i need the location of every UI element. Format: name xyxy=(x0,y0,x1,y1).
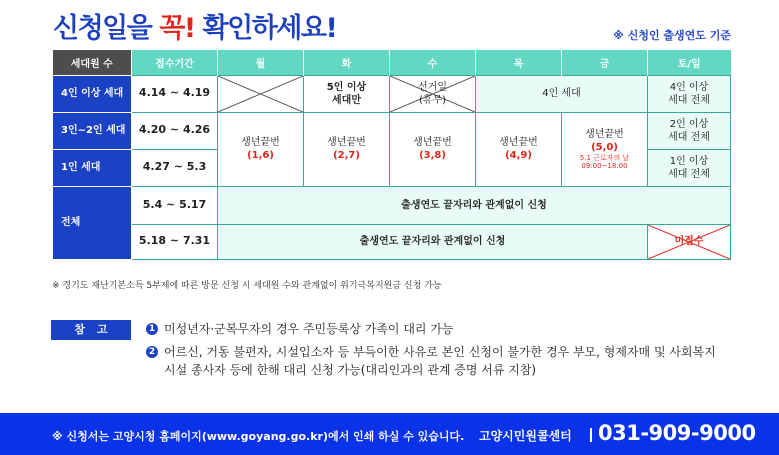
birth-digit-tue xyxy=(304,112,390,186)
table-row xyxy=(53,75,731,112)
period-three-two: 4.20 ~ 4.26 xyxy=(132,112,218,149)
row-label-three-two: 3인~2인 세대 xyxy=(53,112,132,149)
birth-digit-value: (5,0) xyxy=(591,141,618,153)
schedule-table xyxy=(52,50,731,260)
not-accepted-text: 미접수 xyxy=(674,236,704,247)
list-item xyxy=(146,343,726,379)
header-tue: 화 xyxy=(304,50,390,75)
weekend-single: 1인 이상 세대 전체 xyxy=(648,149,731,186)
call-center-label: 고양시민원콜센터 xyxy=(479,429,572,443)
birth-digit-label: 생년끝번 xyxy=(241,137,280,148)
all-row2-text: 출생연도 끝자리와 관계없이 신청 xyxy=(218,224,648,259)
header-period: 접수기간 xyxy=(132,50,218,75)
table-header-row xyxy=(53,50,731,75)
birth-digit-label: 생년끝번 xyxy=(413,137,452,148)
birth-digit-fri xyxy=(562,112,648,186)
all-row1-text: 출생연도 끝자리와 관계없이 신청 xyxy=(218,186,731,224)
list-item xyxy=(146,320,726,338)
header-fri: 금 xyxy=(562,50,648,75)
call-center-phone: 031-909-9000 xyxy=(598,421,756,445)
crossed-cell-mon xyxy=(218,75,304,112)
birth-digit-mon xyxy=(218,112,304,186)
period-all-2: 5.18 ~ 7.31 xyxy=(132,224,218,259)
footer-notice: ※ 신청서는 고양시청 홈페이지(www.goyang.go.kr)에서 인쇄 하실 수 있습니다. xyxy=(52,430,465,443)
table-row xyxy=(53,224,731,259)
number-one-icon: 1 xyxy=(146,323,158,335)
footer-divider xyxy=(590,428,592,442)
labor-day-note: 5.1 근로자의 날 09:00~18:00 xyxy=(579,153,630,170)
birth-digit-value: (3,8) xyxy=(419,150,446,161)
birth-digit-value: (4,9) xyxy=(505,150,532,161)
period-all-1: 5.4 ~ 5.17 xyxy=(132,186,218,224)
header-mon: 월 xyxy=(218,50,304,75)
reference-list xyxy=(146,320,726,384)
birth-digit-thu xyxy=(476,112,562,186)
tue-five-plus: 5인 이상 세대만 xyxy=(304,75,390,112)
footer-bar xyxy=(0,413,779,455)
birth-digit-label: 생년끝번 xyxy=(327,137,366,148)
birth-digit-label: 생년끝번 xyxy=(585,128,624,140)
reference-badge: 참고 xyxy=(51,320,131,340)
reference-text-2: 어르신, 거동 불편자, 시설입소자 등 부득이한 사유로 본인 신청이 불가한 경우 부모, 형제자매 및 사회복지시설 종사자 등에 한해 대리 신청 가능(대리인과의 관계 증명 서류 지참) xyxy=(164,345,716,377)
row-label-all: 전체 xyxy=(53,186,132,259)
number-two-icon: 2 xyxy=(146,346,158,358)
birth-digit-value: (1,6) xyxy=(247,150,274,161)
period-single: 4.27 ~ 5.3 xyxy=(132,149,218,186)
table-row xyxy=(53,186,731,224)
header-weekend: 토/일 xyxy=(648,50,731,75)
title-accent: 꼭! xyxy=(159,13,195,44)
table-row xyxy=(53,112,731,149)
birth-digit-label: 생년끝번 xyxy=(499,137,538,148)
row-label-single: 1인 세대 xyxy=(53,149,132,186)
cross-mark-icon xyxy=(218,76,303,112)
page-title: 신청일을 꼭! 확인하세요! xyxy=(53,13,337,44)
crossed-cell-weekend xyxy=(648,224,731,259)
header-household: 세대원 수 xyxy=(53,50,132,75)
weekend-four-plus: 4인 이상 세대 전체 xyxy=(648,75,731,112)
reference-text-1: 미성년자·군복무자의 경우 주민등록상 가족이 대리 가능 xyxy=(164,322,454,336)
period-four-plus: 4.14 ~ 4.19 xyxy=(132,75,218,112)
birth-digit-value: (2,7) xyxy=(333,150,360,161)
birth-digit-wed xyxy=(390,112,476,186)
weekend-three-two: 2인 이상 세대 전체 xyxy=(648,112,731,149)
thu-fri-four: 4인 세대 xyxy=(476,75,648,112)
row-label-four-plus: 4인 이상 세대 xyxy=(53,75,132,112)
header-wed: 수 xyxy=(390,50,476,75)
crossed-cell-wed xyxy=(390,75,476,112)
election-day-text: 선거일 (휴무) xyxy=(418,81,447,106)
table-footnote: ※ 경기도 재난기본소득 5부제에 따른 방문 신청 시 세대원 수와 관계없이 위기극복지원금 신청 가능 xyxy=(52,281,442,291)
basis-note: ※ 신청인 출생연도 기준 xyxy=(613,29,731,42)
header-thu: 목 xyxy=(476,50,562,75)
